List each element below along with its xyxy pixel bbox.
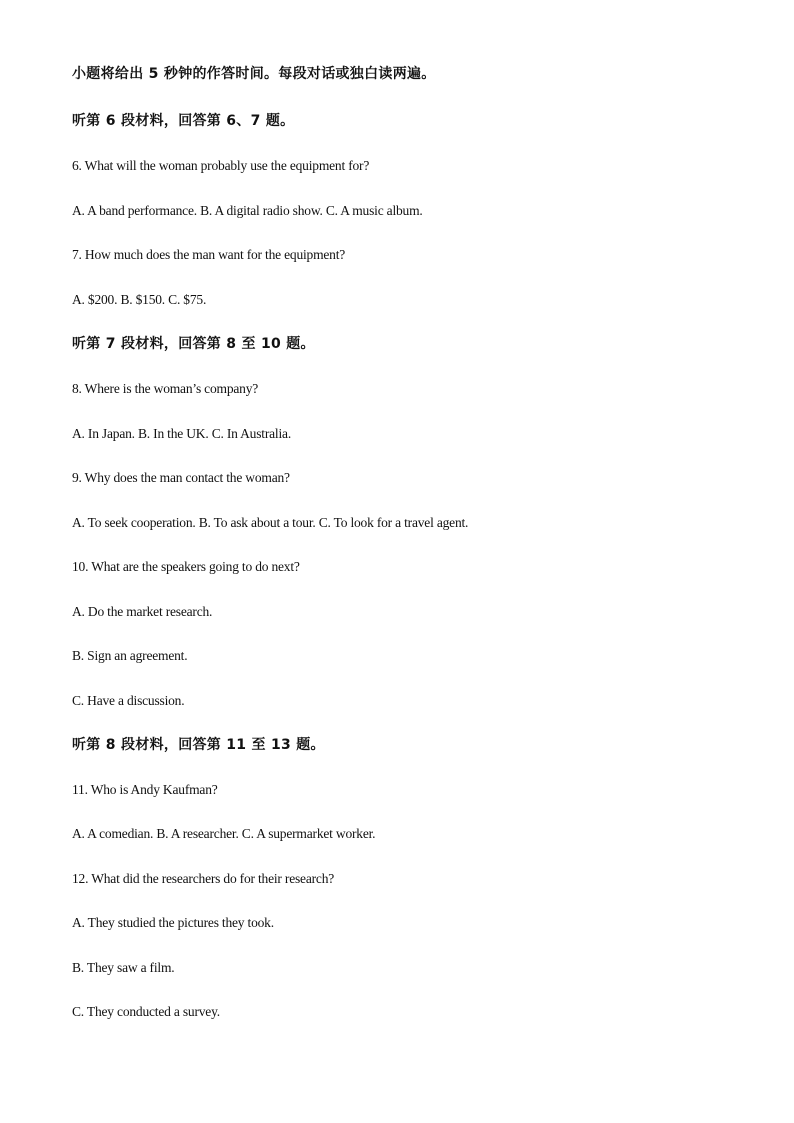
question-10-option-a: A. Do the market research. [72, 604, 213, 619]
question-8-options: A. In Japan. B. In the UK. C. In Australia. [72, 426, 291, 441]
question-11: 11. Who is Andy Kaufman? [72, 782, 218, 797]
section-heading-6: 听第 6 段材料，回答第 6、7 题。 [72, 113, 295, 129]
section-heading-8: 听第 8 段材料，回答第 11 至 13 题。 [72, 737, 325, 753]
question-12-option-c: C. They conducted a survey. [72, 1004, 220, 1019]
question-7: 7. How much does the man want for the equipment? [72, 247, 346, 262]
question-12-option-b: B. They saw a film. [72, 960, 175, 975]
question-11-options: A. A comedian. B. A researcher. C. A supermarket worker. [72, 826, 376, 841]
question-10-option-c: C. Have a discussion. [72, 693, 185, 708]
question-7-options: A. $200. B. $150. C. $75. [72, 292, 207, 307]
question-6-options: A. A band performance. B. A digital radio show. C. A music album. [72, 203, 423, 218]
question-12: 12. What did the researchers do for their research? [72, 871, 335, 886]
question-8: 8. Where is the woman’s company? [72, 381, 259, 396]
instruction-line: 小题将给出 5 秒钟的作答时间。每段对话或独白读两遍。 [72, 66, 436, 82]
question-12-option-a: A. They studied the pictures they took. [72, 915, 274, 930]
question-10: 10. What are the speakers going to do next? [72, 559, 300, 574]
section-heading-7: 听第 7 段材料，回答第 8 至 10 题。 [72, 336, 315, 352]
question-9: 9. Why does the man contact the woman? [72, 470, 290, 485]
question-10-option-b: B. Sign an agreement. [72, 648, 188, 663]
question-9-options: A. To seek cooperation. B. To ask about a tour. C. To look for a travel agent. [72, 515, 469, 530]
question-6: 6. What will the woman probably use the equipment for? [72, 158, 370, 173]
